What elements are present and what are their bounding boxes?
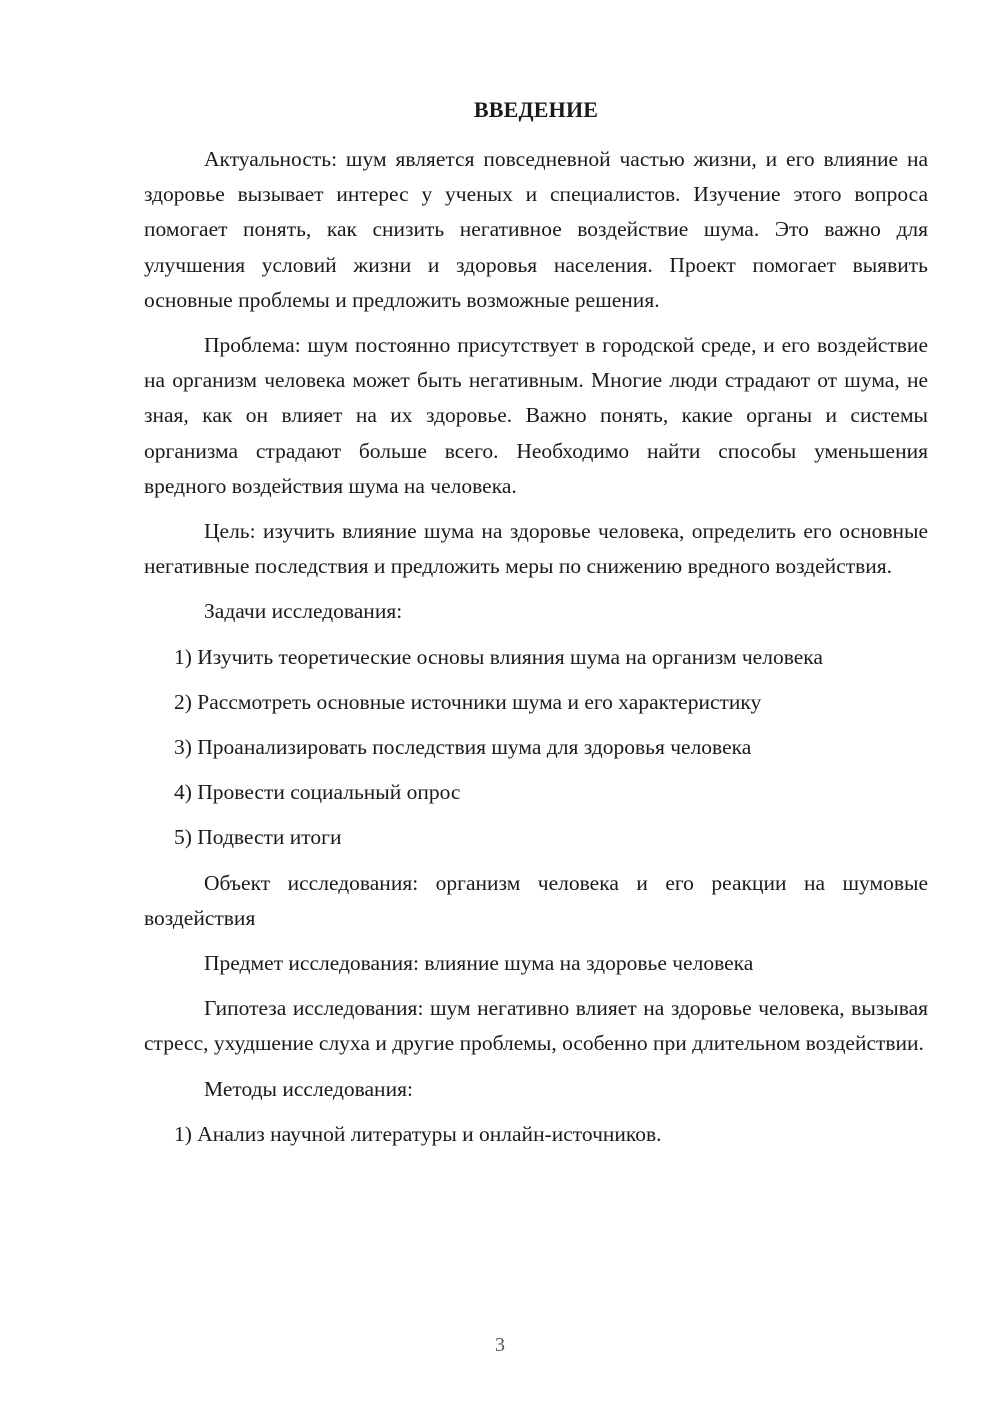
task-item: 2) Рассмотреть основные источники шума и его характеристику <box>174 689 762 714</box>
page-number: 3 <box>495 1334 505 1356</box>
tasks-heading: Задачи исследования: <box>204 599 403 624</box>
task-item: 4) Провести социальный опрос <box>174 780 461 805</box>
relevance-paragraph: Актуальность: шум является повседневной частью жизни, и его влияние на здоровье вызывает интерес у ученых и специалистов. Изучение этого вопроса помогает понять, как снизить негативное воздействие шума. Это важно для улучшения условий жизни и здоровья населения. Проект помогает выявить основные проблемы и предложить возможные решения. <box>144 147 928 312</box>
document-page <box>144 92 928 1162</box>
section-title: ВВЕДЕНИЕ <box>473 97 599 122</box>
problem-paragraph: Проблема: шум постоянно присутствует в городской среде, и его воздействие на организм человека может быть негативным. Многие люди страдают от шума, не зная, как он влияет на их здоровье. Важно понять, какие органы и системы организма страдают больше всего. Необходимо найти способы уменьшения вредного воздействия шума на человека. <box>144 333 928 498</box>
subject-line: Предмет исследования: влияние шума на здоровье человека <box>204 951 754 976</box>
methods-heading: Методы исследования: <box>204 1076 413 1101</box>
object-paragraph: Объект исследования: организм человека и его реакции на шумовые воздействия <box>144 870 928 930</box>
tasks-list <box>144 640 928 856</box>
task-item: 5) Подвести итоги <box>174 825 342 850</box>
hypothesis-paragraph: Гипотеза исследования: шум негативно влияет на здоровье человека, вызывая стресс, ухудшение слуха и другие проблемы, особенно при длительном воздействии. <box>144 996 928 1056</box>
goal-paragraph: Цель: изучить влияние шума на здоровье человека, определить его основные негативные последствия и предложить меры по снижению вредного воздействия. <box>144 519 928 579</box>
task-item: 1) Изучить теоретические основы влияния шума на организм человека <box>174 644 823 669</box>
method-item: 1) Анализ научной литературы и онлайн-источников. <box>174 1121 662 1146</box>
task-item: 3) Проанализировать последствия шума для здоровья человека <box>174 735 752 760</box>
methods-list <box>144 1117 928 1152</box>
